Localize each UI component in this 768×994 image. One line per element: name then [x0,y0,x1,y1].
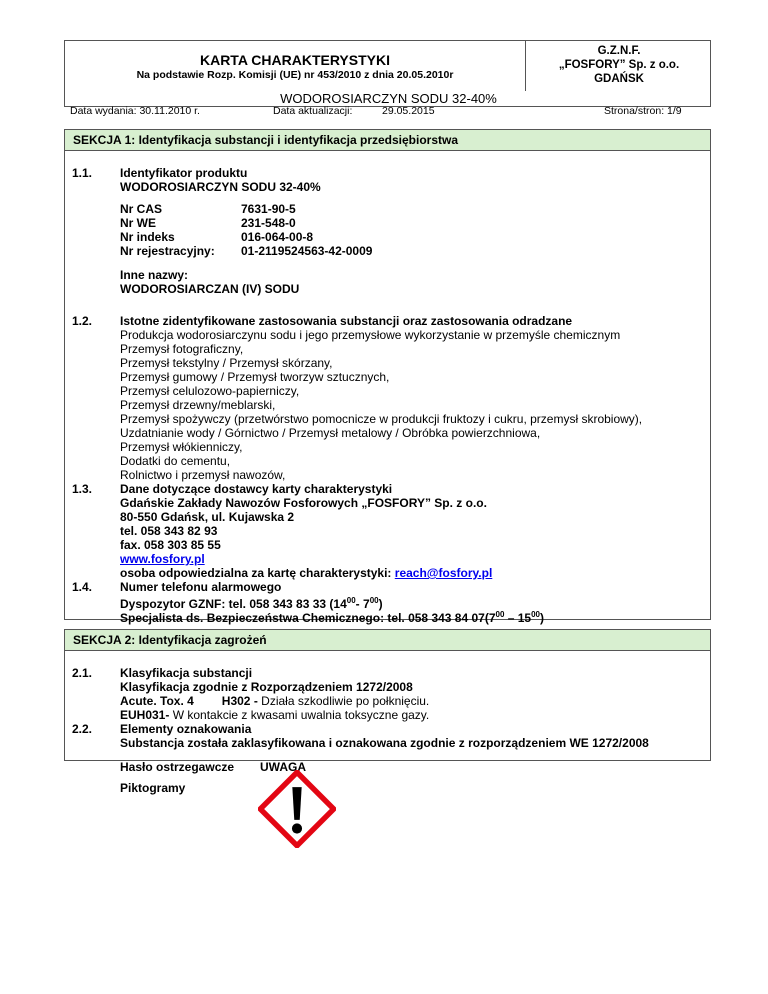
document-subtitle: Na podstawie Rozp. Komisji (UE) nr 453/2010 z dnia 20.05.2010r [136,69,454,81]
subsection-2-1-number: 2.1. [72,666,93,680]
document-title: KARTA CHARAKTERYSTYKI [199,52,391,68]
acute-code: H302 - [221,694,258,708]
subsection-1-2-number: 1.2. [72,314,93,328]
id-key-index: Nr indeks [120,230,175,244]
acute-class: Acute. Tox. 4 [120,694,194,708]
id-key-registration: Nr rejestracyjny: [120,244,215,258]
use-item: Przemysł drzewny/meblarski, [120,398,276,412]
classification-heading: Klasyfikacja substancji [120,666,253,680]
responsible-email-link[interactable]: reach@fosfory.pl [394,566,493,580]
dispatcher-sup: 00 [346,596,356,605]
labelling-sub: Substancja została zaklasyfikowana i oznakowana zgodnie z rozporządzeniem WE 1272/2008 [120,736,649,750]
company-line-2: „FOSFORY” Sp. z o.o. [558,59,680,71]
product-identifier: WODOROSIARCZYN SODU 32-40% [120,180,321,194]
signal-word: UWAGA [260,760,306,774]
website-link[interactable]: www.fosfory.pl [120,552,205,566]
subsection-1-3-number: 1.3. [72,482,93,496]
specialist-text: Specjalista ds. Bezpieczeństwa Chemicznego: tel. 058 343 84 07(7 [120,611,496,625]
signal-word-label: Hasło ostrzegawcze [120,760,235,774]
id-key-we: Nr WE [120,216,156,230]
supplier-line: fax. 058 303 85 55 [120,538,221,552]
id-val-index: 016-064-00-8 [241,230,314,244]
euh-text: W kontakcie z kwasami uwalnia toksyczne gazy. [172,708,430,722]
document-header [64,40,711,107]
product-identifier-heading: Identyfikator produktu [120,166,248,180]
specialist-mid: – 15 [504,611,532,625]
update-label: Data aktualizacji: [273,105,353,117]
responsible-label: osoba odpowiedzialna za kartę charakterystyki: [120,566,392,580]
specialist-sup: 00 [495,610,505,619]
acute-text: Działa szkodliwie po połknięciu. [261,694,430,708]
update-date: 29.05.2015 [382,105,435,117]
id-val-registration: 01-2119524563-42-0009 [241,244,373,258]
page-number: Strona/stron: 1/9 [604,105,682,117]
acute-tox-line [120,694,429,708]
supplier-line: Gdańskie Zakłady Nawozów Fosforowych „FOSFORY” Sp. z o.o. [120,496,487,510]
uses-heading: Istotne zidentyfikowane zastosowania substancji oraz zastosowania odradzane [120,314,573,328]
id-val-we: 231-548-0 [241,216,296,230]
emergency-heading: Numer telefonu alarmowego [120,580,282,594]
company-block [526,44,712,86]
use-item: Przemysł włókienniczy, [120,440,243,454]
dispatcher-end: ) [378,597,383,611]
section-2-title: SEKCJA 2: Identyfikacja zagrożeń [64,629,711,651]
subsection-1-4-number: 1.4. [72,580,93,594]
specialist-end: ) [540,611,545,625]
labelling-heading: Elementy oznakowania [120,722,252,736]
company-line-1: G.Z.N.F. [597,45,641,57]
use-item: Przemysł spożywczy (przetwórstwo pomocnicze w produkcji fruktozy i cukru, przemysł skrobiowy), [120,412,643,426]
pictograms-label: Piktogramy [120,781,186,795]
exclamation-mark-ghs07-icon [258,770,336,848]
use-item: Uzdatnianie wody / Górnictwo / Przemysł metalowy / Obróbka powierzchniowa, [120,426,541,440]
other-names: WODOROSIARCZAN (IV) SODU [120,282,300,296]
other-names-label: Inne nazwy: [120,268,189,282]
dispatcher-text: Dyspozytor GZNF: tel. 058 343 83 33 (14 [120,597,347,611]
use-item: Przemysł gumowy / Przemysł tworzyw sztucznych, [120,370,390,384]
specialist-phone [120,608,544,625]
use-item: Przemysł fotograficzny, [120,342,244,356]
supplier-line: 80-550 Gdańsk, ul. Kujawska 2 [120,510,295,524]
euh-line [120,708,429,722]
section-1-title: SEKCJA 1: Identyfikacja substancji i identyfikacja przedsiębiorstwa [64,129,711,151]
product-name: WODOROSIARCZYN SODU 32-40% [280,91,497,106]
id-val-cas: 7631-90-5 [241,202,296,216]
use-item: Rolnictwo i przemysł nawozów, [120,468,286,482]
classification-sub: Klasyfikacja zgodnie z Rozporządzeniem 1272/2008 [120,680,413,694]
responsible-person-line [120,566,492,580]
subsection-1-1-number: 1.1. [72,166,93,180]
use-item: Przemysł celulozowo-papierniczy, [120,384,300,398]
use-item: Dodatki do cementu, [120,454,231,468]
use-item: Przemysł tekstylny / Przemysł skórzany, [120,356,333,370]
euh-code: EUH031- [120,708,170,722]
id-key-cas: Nr CAS [120,202,163,216]
specialist-sup: 00 [531,610,541,619]
issue-date: Data wydania: 30.11.2010 r. [70,105,200,117]
supplier-line: tel. 058 343 82 93 [120,524,218,538]
supplier-heading: Dane dotyczące dostawcy karty charakterystyki [120,482,393,496]
dispatcher-mid: - 7 [355,597,370,611]
use-item: Produkcja wodorosiarczynu sodu i jego przemysłowe wykorzystanie w przemyśle chemicznym [120,328,621,342]
dispatcher-sup: 00 [369,596,379,605]
subsection-2-2-number: 2.2. [72,722,93,736]
company-line-3: GDAŃSK [594,73,644,85]
